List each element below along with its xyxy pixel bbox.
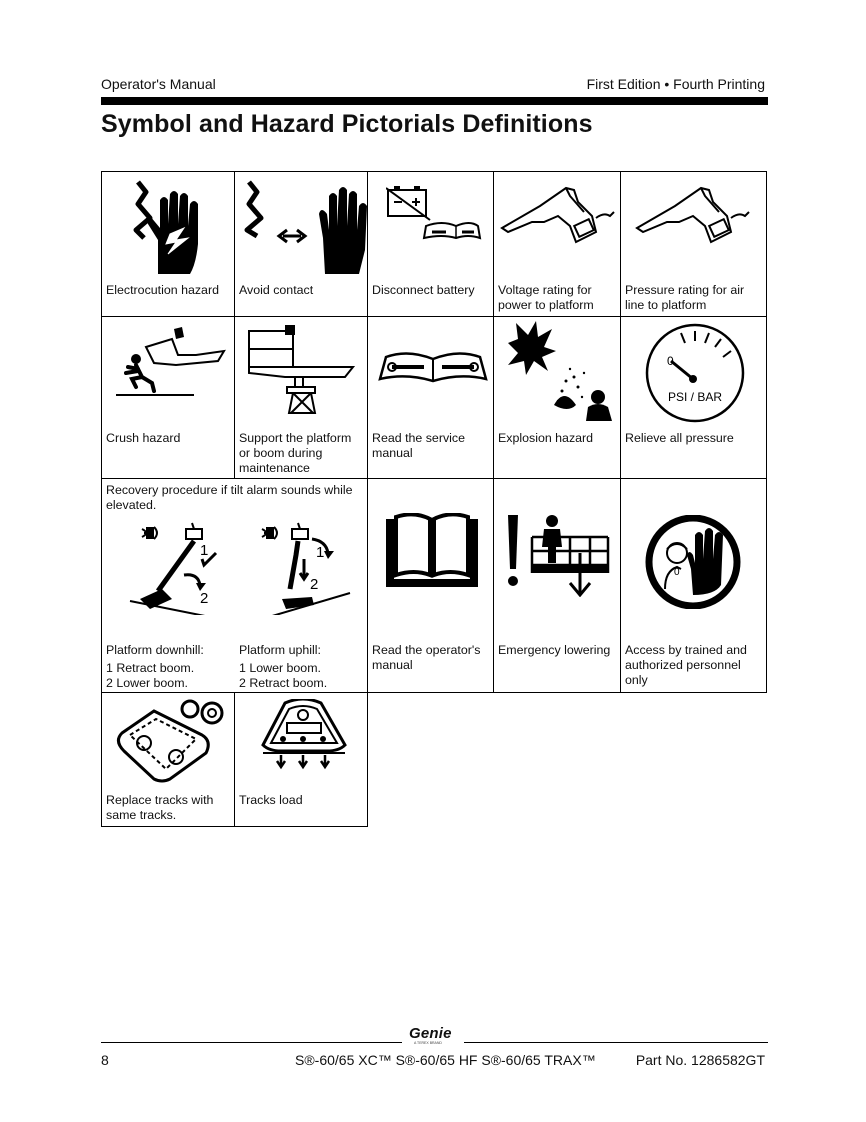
platform-downhill-icon (120, 519, 228, 615)
cell-operators-manual (367, 478, 494, 693)
uphill-step-2: 2 Retract boom. (239, 676, 328, 690)
uphill-instructions (239, 643, 327, 691)
cell-explosion-hazard (493, 316, 621, 479)
header-edition: First Edition • Fourth Printing (586, 76, 765, 92)
footer-rule-left (101, 1042, 402, 1043)
support-platform-icon (245, 323, 357, 415)
uphill-step-1: 1 Lower boom. (239, 661, 321, 675)
cell-tracks-load (234, 692, 368, 827)
gauge-units: PSI / BAR (667, 390, 723, 404)
cell-recovery-procedure (101, 478, 368, 693)
cell-electrocution-hazard (101, 171, 235, 317)
step-number-2: 2 (200, 590, 209, 607)
downhill-step-2: 2 Lower boom. (106, 676, 188, 690)
downhill-instructions (106, 643, 204, 691)
cell-relieve-pressure (620, 316, 767, 479)
cell-replace-tracks (101, 692, 235, 827)
explosion-hazard-icon (504, 321, 616, 421)
label: Emergency lowering (498, 643, 611, 657)
label: Electrocution hazard (106, 283, 219, 297)
replace-tracks-icon (114, 699, 226, 783)
label: Replace tracks with same tracks. (106, 793, 214, 822)
cell-support-platform (234, 316, 368, 479)
downhill-title: Platform downhill: (106, 643, 204, 657)
uphill-title: Platform uphill: (239, 643, 321, 657)
voltage-rating-icon (500, 182, 616, 248)
service-manual-icon (378, 347, 488, 383)
downhill-step-1: 1 Retract boom. (106, 661, 195, 675)
footer-part-number: Part No. 1286582GT (635, 1052, 765, 1068)
label: Tracks load (239, 793, 303, 807)
label: Explosion hazard (498, 431, 594, 445)
step-number-2: 2 (310, 576, 319, 593)
page-title: Symbol and Hazard Pictorials Definitions (101, 110, 593, 138)
header-manual-name: Operator's Manual (101, 76, 216, 92)
label: Voltage rating for power to platform (498, 283, 594, 312)
label: Support the platform or boom during maintenance (239, 431, 352, 475)
step-number-1: 1 (200, 542, 209, 559)
step-number-1: 1 (316, 544, 325, 561)
platform-uphill-icon (252, 519, 360, 615)
avoid-contact-icon (243, 178, 367, 274)
label: Read the operator's manual (372, 643, 481, 672)
disconnect-battery-icon (386, 184, 482, 242)
tracks-load-icon (257, 699, 351, 771)
crush-hazard-icon (114, 325, 226, 397)
cell-disconnect-battery (367, 171, 494, 317)
label: Read the service manual (372, 431, 465, 460)
footer-model-names: S®-60/65 XC™ S®-60/65 HF S®-60/65 TRAX™ (295, 1052, 596, 1068)
pressure-gauge-icon (643, 321, 747, 425)
label: Access by trained and authorized personnel only (625, 643, 747, 687)
cell-pressure-rating (620, 171, 767, 317)
authorized-personnel-icon (641, 515, 745, 609)
cell-emergency-lowering (493, 478, 621, 693)
cell-service-manual (367, 316, 494, 479)
page-number: 8 (101, 1052, 109, 1068)
label: Relieve all pressure (625, 431, 734, 445)
operators-manual-icon (384, 513, 480, 589)
label: Pressure rating for air line to platform (625, 283, 745, 312)
cell-crush-hazard (101, 316, 235, 479)
emergency-lowering-icon (504, 513, 610, 597)
pressure-rating-icon (635, 182, 751, 248)
footer-rule-right (464, 1042, 768, 1043)
header-rule (101, 97, 768, 105)
cell-voltage-rating (493, 171, 621, 317)
label: Crush hazard (106, 431, 181, 445)
genie-logo-tagline: A TEREX BRAND (414, 1041, 442, 1045)
recovery-heading: Recovery procedure if tilt alarm sounds while elevated. (106, 483, 353, 512)
label: Avoid contact (239, 283, 314, 297)
cell-authorized-access (620, 478, 767, 693)
genie-logo: Genie (409, 1025, 452, 1042)
svg-text:0: 0 (674, 567, 680, 578)
cell-avoid-contact (234, 171, 368, 317)
label: Disconnect battery (372, 283, 475, 297)
gauge-zero: 0 (667, 354, 674, 368)
electrocution-hazard-icon (130, 178, 210, 274)
